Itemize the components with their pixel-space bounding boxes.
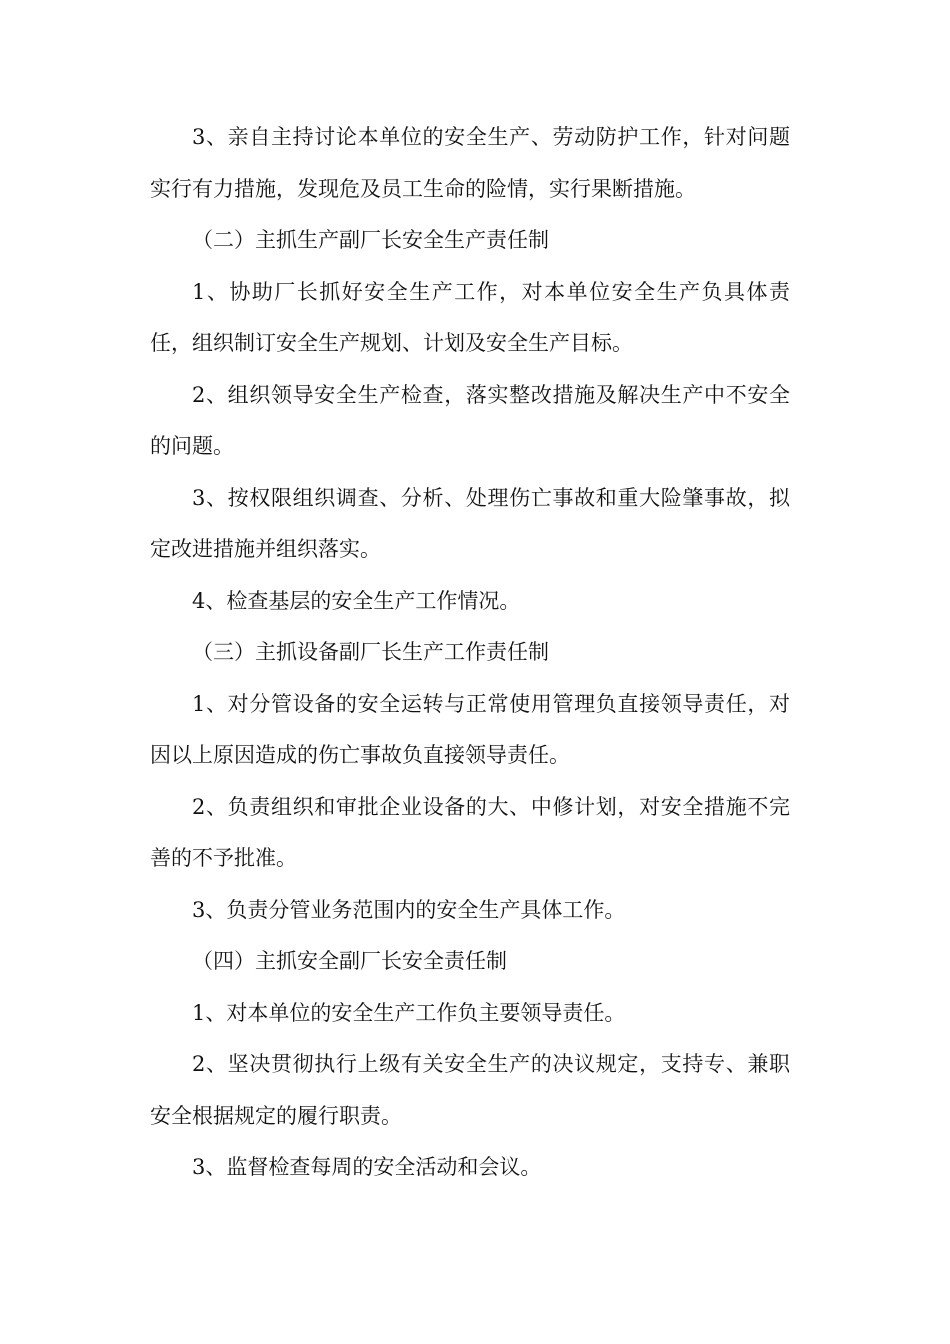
paragraph-5: 3、按权限组织调查、分析、处理伤亡事故和重大险肇事故，拟定改进措施并组织落实。: [150, 485, 790, 561]
section-heading-2: （二）主抓生产副厂长安全生产责任制: [192, 228, 549, 252]
paragraph-13: 2、坚决贯彻执行上级有关安全生产的决议规定，支持专、兼职安全根据规定的履行职责。: [150, 1052, 790, 1128]
document-body: [150, 112, 790, 1194]
paragraph-8: 1、对分管设备的安全运转与正常使用管理负直接领导责任，对因以上原因造成的伤亡事故负直接领导责任。: [150, 691, 790, 767]
section-heading-3: （三）主抓设备副厂长生产工作责任制: [192, 640, 549, 664]
section-heading-4: （四）主抓安全副厂长安全责任制: [192, 949, 507, 973]
paragraph-12: 1、对本单位的安全生产工作负主要领导责任。: [192, 1000, 626, 1025]
paragraph-6: 4、检查基层的安全生产工作情况。: [192, 588, 521, 613]
paragraph-9: 2、负责组织和审批企业设备的大、中修计划，对安全措施不完善的不予批准。: [150, 794, 790, 870]
paragraph-1: 3、亲自主持讨论本单位的安全生产、劳动防护工作，针对问题实行有力措施，发现危及员工生命的险情，实行果断措施。: [150, 125, 790, 201]
paragraph-3: 1、协助厂长抓好安全生产工作，对本单位安全生产负具体责任，组织制订安全生产规划、计划及安全生产目标。: [150, 279, 790, 355]
paragraph-14: 3、监督检查每周的安全活动和会议。: [192, 1155, 542, 1179]
paragraph-10: 3、负责分管业务范围内的安全生产具体工作。: [192, 897, 626, 922]
paragraph-4: 2、组织领导安全生产检查，落实整改措施及解决生产中不安全的问题。: [150, 382, 790, 458]
